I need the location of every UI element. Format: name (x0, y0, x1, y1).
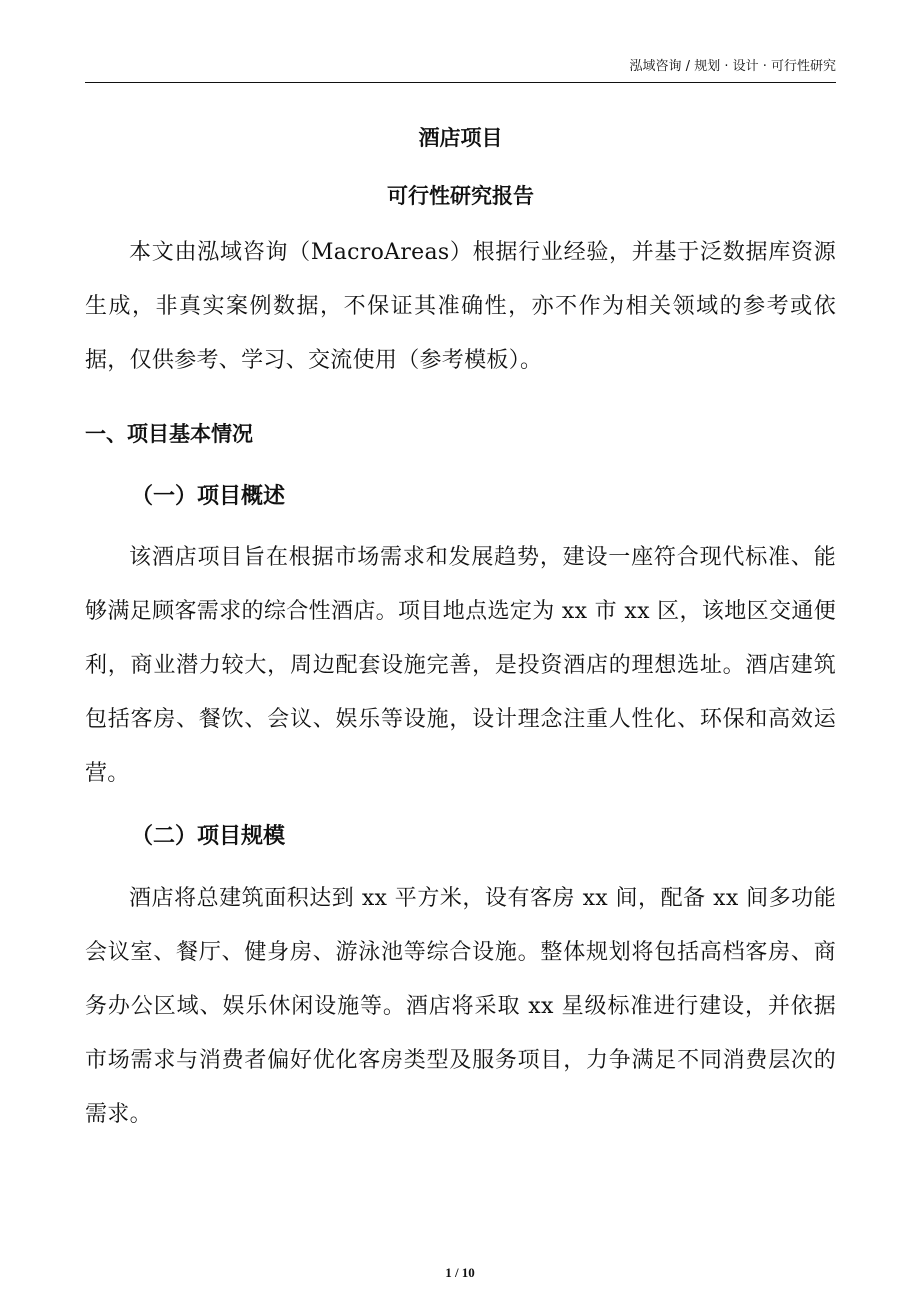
section-heading-basic-info: 一、项目基本情况 (85, 422, 253, 446)
intro-paragraph: 本文由泓域咨询（MacroAreas）根据行业经验，并基于泛数据库资源生成，非真实案例数据，不保证其准确性，亦不作为相关领域的参考或依据，仅供参考、学习、交流使用（参考模板）。 (85, 240, 836, 373)
page-number: 1 / 10 (445, 1265, 475, 1280)
document-title: 酒店项目 (418, 126, 503, 150)
subsection-heading-scale: （二）项目规模 (131, 823, 286, 849)
page-header: 泓域咨询 / 规划 · 设计 · 可行性研究 (85, 52, 836, 83)
document-subtitle: 可行性研究报告 (387, 184, 534, 208)
scale-paragraph: 酒店将总建筑面积达到 xx 平方米，设有客房 xx 间，配备 xx 间多功能会议室、餐厅、健身房、游泳池等综合设施。整体规划将包括高档客房、商务办公区域、娱乐休闲设施等。酒店将采取 xx 星级标准进行建设，并依据市场需求与消费者偏好优化客房类型及服务项目，力争满足不同消费层次的需求。 (85, 886, 836, 1127)
overview-paragraph: 该酒店项目旨在根据市场需求和发展趋势，建设一座符合现代标准、能够满足顾客需求的综合性酒店。项目地点选定为 xx 市 xx 区，该地区交通便利，商业潜力较大，周边配套设施完善，是投资酒店的理想选址。酒店建筑包括客房、餐饮、会议、娱乐等设施，设计理念注重人性化、环保和高效运营。 (85, 545, 836, 786)
subsection-heading-overview: （一）项目概述 (131, 483, 286, 509)
